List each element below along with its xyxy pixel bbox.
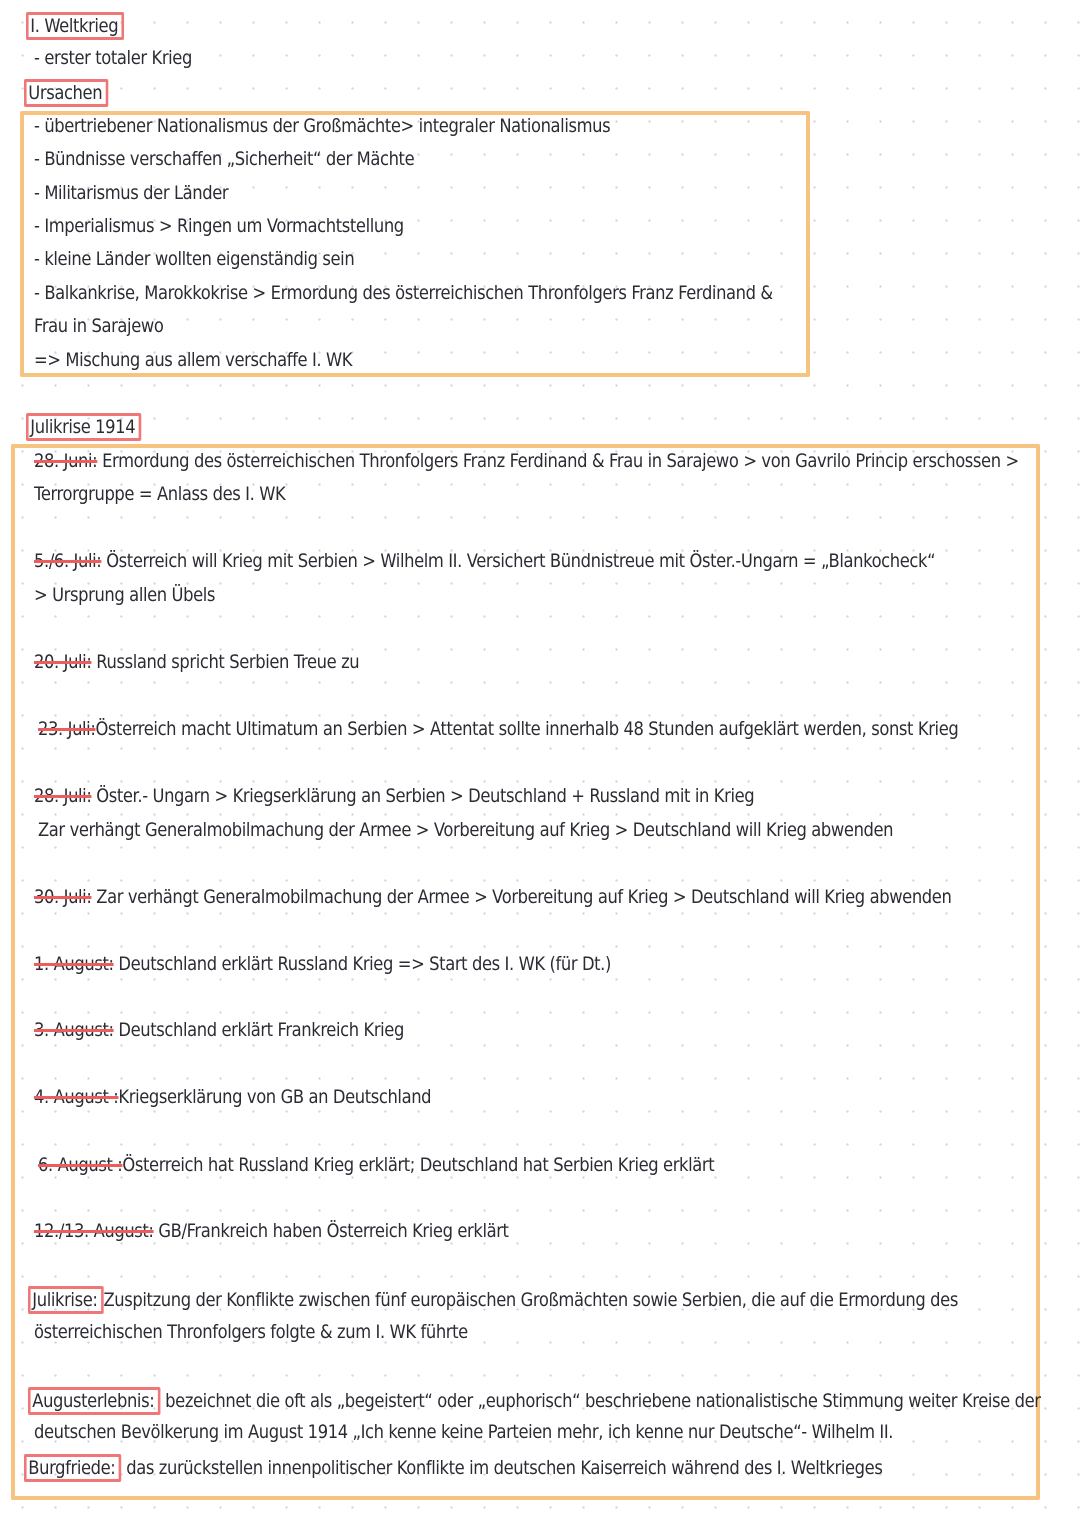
event-3-august (34, 1018, 404, 1042)
event-continuation: Terrorgruppe = Anlass des I. WK (34, 483, 286, 505)
definition-text: bezeichnet die oft als „begeistert“ oder „euphorisch“ beschriebene nationalistische Stimmung weiter Kreise der (165, 1390, 1041, 1412)
causes-heading (24, 79, 108, 107)
event-date: 6. August : (38, 1154, 123, 1176)
event-6-august (38, 1153, 714, 1177)
event-text: Russland spricht Serbien Treue zu (96, 651, 360, 673)
cause-line: - Militarismus der Länder (34, 182, 229, 204)
event-text: Österreich hat Russland Krieg erklärt; Deutschland hat Serbien Krieg erklärt (122, 1154, 715, 1176)
event-text: GB/Frankreich haben Österreich Krieg erklärt (158, 1220, 509, 1242)
event-date: 5./6. Juli: (34, 550, 102, 572)
event-text: Deutschland erklärt Russland Krieg => Start des I. WK (für Dt.) (118, 953, 611, 975)
cause-line: Frau in Sarajewo (34, 315, 164, 337)
definition-burgfriede (24, 1454, 882, 1482)
definition-term: Burgfriede: (24, 1454, 121, 1482)
julikrise-heading (26, 413, 141, 441)
event-text: Deutschland erklärt Frankreich Krieg (118, 1019, 404, 1041)
event-date: 30. Juli: (34, 886, 92, 908)
definition-augusterlebnis (28, 1387, 1041, 1415)
event-continuation: Zar verhängt Generalmobilmachung der Armee > Vorbereitung auf Krieg > Deutschland will Krieg abwenden (38, 819, 894, 841)
event-date: 12./13. August: (34, 1220, 154, 1242)
event-date: 28. Juni: (34, 450, 98, 472)
event-5-6-juli (34, 549, 935, 573)
ww1-heading-text: I. Weltkrieg (26, 12, 124, 40)
ww1-subtitle: - erster totaler Krieg (34, 47, 192, 69)
event-date: 1. August: (34, 953, 114, 975)
cause-line: - Bündnisse verschaffen „Sicherheit“ der Mächte (34, 148, 415, 170)
event-date: 20. Juli: (34, 651, 92, 673)
cause-line: - kleine Länder wollten eigenständig sein (34, 248, 355, 270)
event-4-august (34, 1085, 431, 1109)
definition-continuation: österreichischen Thronfolgers folgte & zum I. WK führte (34, 1321, 468, 1343)
event-30-juli (34, 885, 951, 909)
event-date: 28. Juli: (34, 785, 92, 807)
event-text: Ermordung des österreichischen Thronfolgers Franz Ferdinand & Frau in Sarajewo > von Gavrilo Princip erschossen > (102, 450, 1019, 472)
cause-line: => Mischung aus allem verschaffe I. WK (34, 349, 353, 371)
event-12-13-august (34, 1219, 509, 1243)
event-1-august (34, 952, 611, 976)
cause-line: - Balkankrise, Marokkokrise > Ermordung des österreichischen Thronfolgers Franz Ferdinand & (34, 282, 773, 304)
cause-line: - Imperialismus > Ringen um Vormachtstellung (34, 215, 404, 237)
event-text: Kriegserklärung von GB an Deutschland (118, 1086, 432, 1108)
event-28-juni (34, 449, 1019, 473)
ww1-heading (26, 12, 124, 40)
definition-continuation: deutschen Bevölkerung im August 1914 „Ich kenne keine Parteien mehr, ich kenne nur Deutsche“- Wilhelm II. (34, 1421, 894, 1443)
event-date: 3. August: (34, 1019, 114, 1041)
definition-text: Zuspitzung der Konflikte zwischen fünf europäischen Großmächten sowie Serbien, die auf die Ermordung des (103, 1289, 958, 1311)
definition-term: Augusterlebnis: (28, 1387, 160, 1415)
event-date: 23. Juli: (38, 718, 96, 740)
definition-text: das zurückstellen innenpolitischer Konflikte im deutschen Kaiserreich während des I. Weltkrieges (126, 1457, 883, 1479)
definition-julikrise (28, 1286, 958, 1314)
event-text: Österreich will Krieg mit Serbien > Wilhelm II. Versichert Bündnistreue mit Öster.-Ungarn = „Blankocheck“ (106, 550, 936, 572)
event-continuation: > Ursprung allen Übels (34, 584, 216, 606)
julikrise-heading-text: Julikrise 1914 (26, 413, 141, 441)
definition-term: Julikrise: (28, 1286, 104, 1314)
causes-heading-text: Ursachen (24, 79, 108, 107)
event-text: Zar verhängt Generalmobilmachung der Armee > Vorbereitung auf Krieg > Deutschland will Krieg abwenden (96, 886, 952, 908)
event-text: Öster.- Ungarn > Kriegserklärung an Serbien > Deutschland + Russland mit in Krieg (96, 785, 755, 807)
event-23-juli (38, 717, 958, 741)
event-28-juli (34, 784, 754, 808)
event-20-juli (34, 650, 359, 674)
event-date: 4. August : (34, 1086, 119, 1108)
event-text: Österreich macht Ultimatum an Serbien > Attentat sollte innerhalb 48 Stunden aufgeklärt werden, sonst Krieg (95, 718, 959, 740)
cause-line: - übertriebener Nationalismus der Großmächte> integraler Nationalismus (34, 115, 611, 137)
